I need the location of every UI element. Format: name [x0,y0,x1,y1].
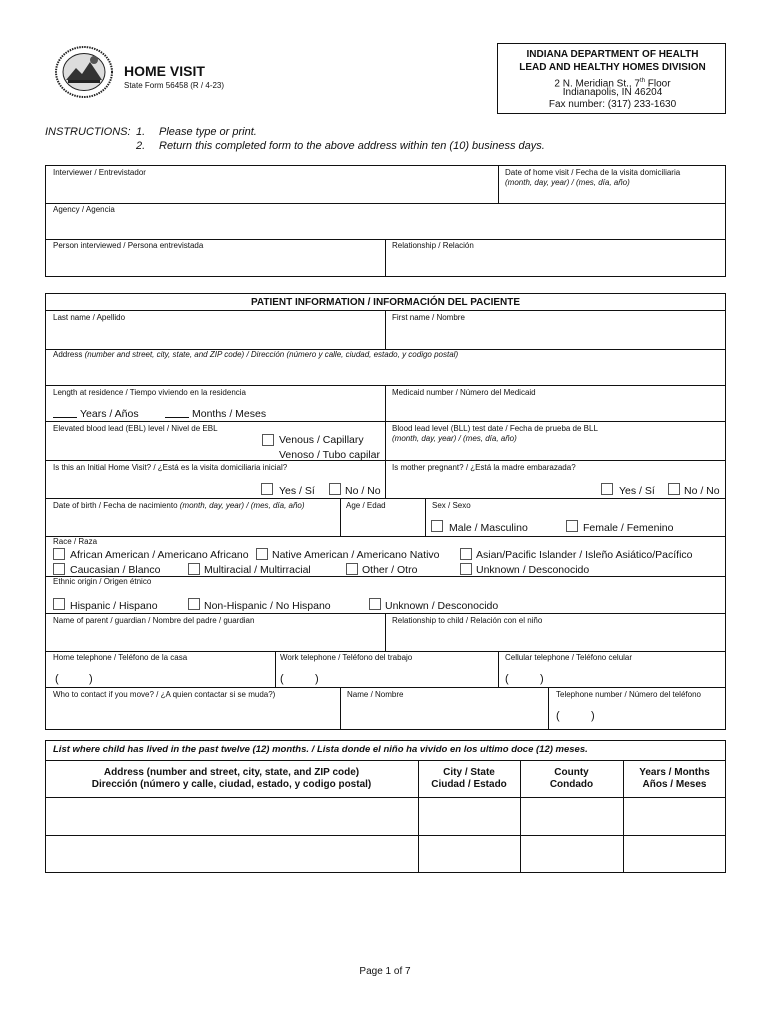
dob-label [53,501,305,511]
venoso-label: Venoso / Tubo capilar [279,449,380,461]
contact-phone-paren-open: ( [556,710,560,722]
medicaid-field[interactable] [387,399,724,420]
col-address-header-es: Dirección (número y calle, ciudad, estado, y codigo postal) [91,779,372,790]
length-residence-label: Length at residence / Tiempo viviendo en la residencia [53,388,247,397]
race-other-label: Other / Otro [362,564,418,576]
division-name: LEAD AND HEALTHY HOMES DIVISION [519,62,706,73]
col-years-header [623,767,726,791]
first-name-label: First name / Nombre [392,313,465,322]
visit-date-field[interactable] [500,190,724,202]
home-phone-field[interactable] [95,664,273,686]
first-name-field[interactable] [387,324,724,348]
col-county-header [520,767,623,791]
ethnic-label: Ethnic origin / Origen étnico [53,577,152,586]
initial-visit-no-checkbox[interactable] [329,483,341,495]
agency-field[interactable] [47,216,724,238]
contact-phone-paren-close: ) [591,710,595,722]
race-asian-label: Asian/Pacific Islander / Isleño Asiático/Pacífico [476,549,693,561]
table-row-2-city[interactable] [420,837,519,872]
ethnic-non-hispanic-checkbox[interactable] [188,598,200,610]
divider [340,498,341,536]
pregnant-yes-label: Yes / Sí [619,485,655,497]
who-contact-label: Who to contact if you move? / ¿A quien contactar si se muda?) [53,690,276,699]
table-row-2-county[interactable] [522,837,622,872]
relationship-field[interactable] [387,252,724,276]
cell-phone-label: Cellular telephone / Teléfono celular [505,653,633,662]
contact-name-label: Name / Nombre [347,690,404,699]
patient-section-title: PATIENT INFORMATION / INFORMACIÓN DEL PACIENTE [250,297,521,308]
interviewer-label: Interviewer / Entrevistador [53,168,146,177]
col-county-header-es: Condado [549,779,594,790]
divider [45,651,726,652]
ebl-label: Elevated blood lead (EBL) level / Nivel de EBL [53,424,218,433]
agency-label: Agency / Agencia [53,205,115,214]
pregnant-no-label: No / No [684,485,720,497]
divider [385,385,386,421]
divider [340,687,341,730]
visit-date-label: Date of home visit / Fecha de la visita domiciliaria [505,168,681,177]
last-name-field[interactable] [47,324,383,348]
race-label: Race / Raza [53,537,98,546]
divider [498,651,499,687]
form-title: HOME VISIT [124,63,205,79]
work-phone-label: Work telephone / Teléfono del trabajo [280,653,413,662]
visit-date-format: (month, day, year) / (mes, día, año) [505,178,630,187]
race-unknown-label: Unknown / Desconocido [476,564,590,576]
years-label: Years / Años [80,408,139,420]
race-native-label: Native American / Americano Nativo [272,549,440,561]
cell-phone-paren-open: ( [505,673,509,685]
city-state-zip: Indianapolis, IN 46204 [562,87,663,98]
race-other-checkbox[interactable] [346,563,358,575]
initial-visit-yes-label: Yes / Sí [279,485,315,497]
sex-label: Sex / Sexo [432,501,471,510]
col-years-header-es: Años / Meses [642,779,707,790]
race-caucasian-label: Caucasian / Blanco [70,564,161,576]
form-number: State Form 56458 (R / 4-23) [124,81,225,90]
age-label: Age / Edad [346,501,386,510]
male-checkbox[interactable] [431,520,443,532]
divider [385,460,386,498]
dob-label-text: Date of birth / Fecha de nacimiento [53,501,178,510]
table-row-1-county[interactable] [522,799,622,834]
street-address-sup: th [640,78,646,84]
last-name-label: Last name / Apellido [53,313,126,322]
col-city-header [418,767,520,791]
agency-address-box [497,43,726,114]
person-interviewed-label: Person interviewed / Persona entrevistada [53,241,204,250]
col-address-header [45,767,418,791]
male-label: Male / Masculino [449,522,528,534]
ethnic-hispanic-checkbox[interactable] [53,598,65,610]
race-multiracial-checkbox[interactable] [188,563,200,575]
relationship-child-field[interactable] [387,627,724,649]
divider [275,651,276,687]
work-phone-field[interactable] [322,664,496,686]
female-label: Female / Femenino [583,522,674,534]
dob-format: (month, day, year) / (mes, día, año) [179,501,305,510]
race-caucasian-checkbox[interactable] [53,563,65,575]
contact-phone-field[interactable] [598,701,724,728]
address-field[interactable] [47,362,724,384]
parent-name-label: Name of parent / guardian / Nombre del padre / guardian [53,616,255,625]
fax-number: Fax number: (317) 233-1630 [548,99,677,110]
table-row-2-address[interactable] [47,837,417,872]
venous-label: Venous / Capillary [279,434,364,446]
initial-visit-yes-checkbox[interactable] [261,483,273,495]
pregnant-no-checkbox[interactable] [668,483,680,495]
work-phone-paren-open: ( [280,673,284,685]
relationship-child-label: Relationship to child / Relación con el niño [392,616,543,625]
race-multiracial-label: Multiracial / Multirracial [204,564,311,576]
divider [385,239,386,277]
divider [385,310,386,349]
home-phone-paren-open: ( [55,673,59,685]
bll-date-field[interactable] [387,445,724,459]
bll-date-label: Blood lead level (BLL) test date / Fecha de prueba de BLL [392,424,598,433]
col-city-header-en: City / State [443,767,495,778]
instruction-2: Return this completed form to the above address within ten (10) business days. [159,140,545,152]
person-interviewed-field[interactable] [47,252,383,276]
cell-phone-field[interactable] [546,664,724,686]
table-row-1-address[interactable] [47,799,417,834]
page-number: Page 1 of 7 [359,966,411,977]
home-phone-label: Home telephone / Teléfono de la casa [53,653,188,662]
contact-name-field[interactable] [342,701,546,728]
col-address-header-en: Address (number and street, city, state, and ZIP code) [103,767,360,778]
home-phone-paren-close: ) [89,673,93,685]
divider [425,498,426,536]
divider [548,687,549,730]
work-phone-paren-close: ) [315,673,319,685]
race-african-checkbox[interactable] [53,548,65,560]
medicaid-label: Medicaid number / Número del Medicaid [392,388,536,397]
race-african-label: African American / Americano Africano [70,549,249,561]
table-row-2-years[interactable] [625,837,724,872]
initial-visit-no-label: No / No [345,485,381,497]
instruction-1: Please type or print. [159,126,257,138]
interviewer-field[interactable] [47,180,496,201]
instructions-label: INSTRUCTIONS: [45,126,131,138]
ethnic-non-hispanic-label: Non-Hispanic / No Hispano [204,600,331,612]
divider [498,165,499,203]
female-checkbox[interactable] [566,520,578,532]
residence-table-title: List where child has lived in the past twelve (12) months. / Lista donde el niño ha vivido en los ultimo doce (12) meses. [53,744,588,755]
street-address-floor: Floor [645,78,671,90]
cell-phone-paren-close: ) [540,673,544,685]
initial-visit-label: Is this an Initial Home Visit? / ¿Está es la visita domiciliaria inicial? [53,463,288,472]
col-years-header-en: Years / Months [639,767,710,778]
ebl-field[interactable] [47,435,257,457]
instruction-number-1: 1. [136,126,146,138]
bll-date-format: (month, day, year) / (mes, día, año) [392,434,517,443]
divider [385,613,386,651]
who-contact-field[interactable] [47,701,338,728]
state-seal-logo [54,46,114,98]
ethnic-unknown-label: Unknown / Desconocido [385,600,499,612]
parent-name-field[interactable] [47,627,383,649]
pregnant-label: Is mother pregnant? / ¿Está la madre embarazada? [392,463,576,472]
divider [385,421,386,460]
race-unknown-checkbox[interactable] [460,563,472,575]
years-field[interactable] [53,417,77,418]
street-address-text: 2 N. Meridian St., 7 [554,78,640,90]
agency-name: INDIANA DEPARTMENT OF HEALTH [526,49,699,60]
dob-field[interactable] [47,512,338,534]
address-label-text: Address [53,350,83,359]
address-label [53,350,458,360]
pregnant-yes-checkbox[interactable] [601,483,613,495]
instruction-number-2: 2. [136,140,146,152]
months-field[interactable] [165,417,189,418]
relationship-label: Relationship / Relación [392,241,474,250]
table-row-1-years[interactable] [625,799,724,834]
venous-checkbox[interactable] [262,434,274,446]
col-city-header-es: Ciudad / Estado [431,779,507,790]
divider [45,498,726,499]
divider [45,203,726,204]
age-field[interactable] [342,512,423,534]
contact-phone-label: Telephone number / Número del teléfono [556,690,701,699]
table-row-1-city[interactable] [420,799,519,834]
divider [45,536,726,537]
race-asian-checkbox[interactable] [460,548,472,560]
months-label: Months / Meses [192,408,267,420]
ethnic-unknown-checkbox[interactable] [369,598,381,610]
ethnic-hispanic-label: Hispanic / Hispano [70,600,158,612]
race-native-checkbox[interactable] [256,548,268,560]
divider [45,687,726,688]
col-county-header-en: County [554,767,589,778]
address-hint: (number and street, city, state, and ZIP code) / Dirección (número y calle, ciudad, estado, y codigo postal) [84,350,459,359]
